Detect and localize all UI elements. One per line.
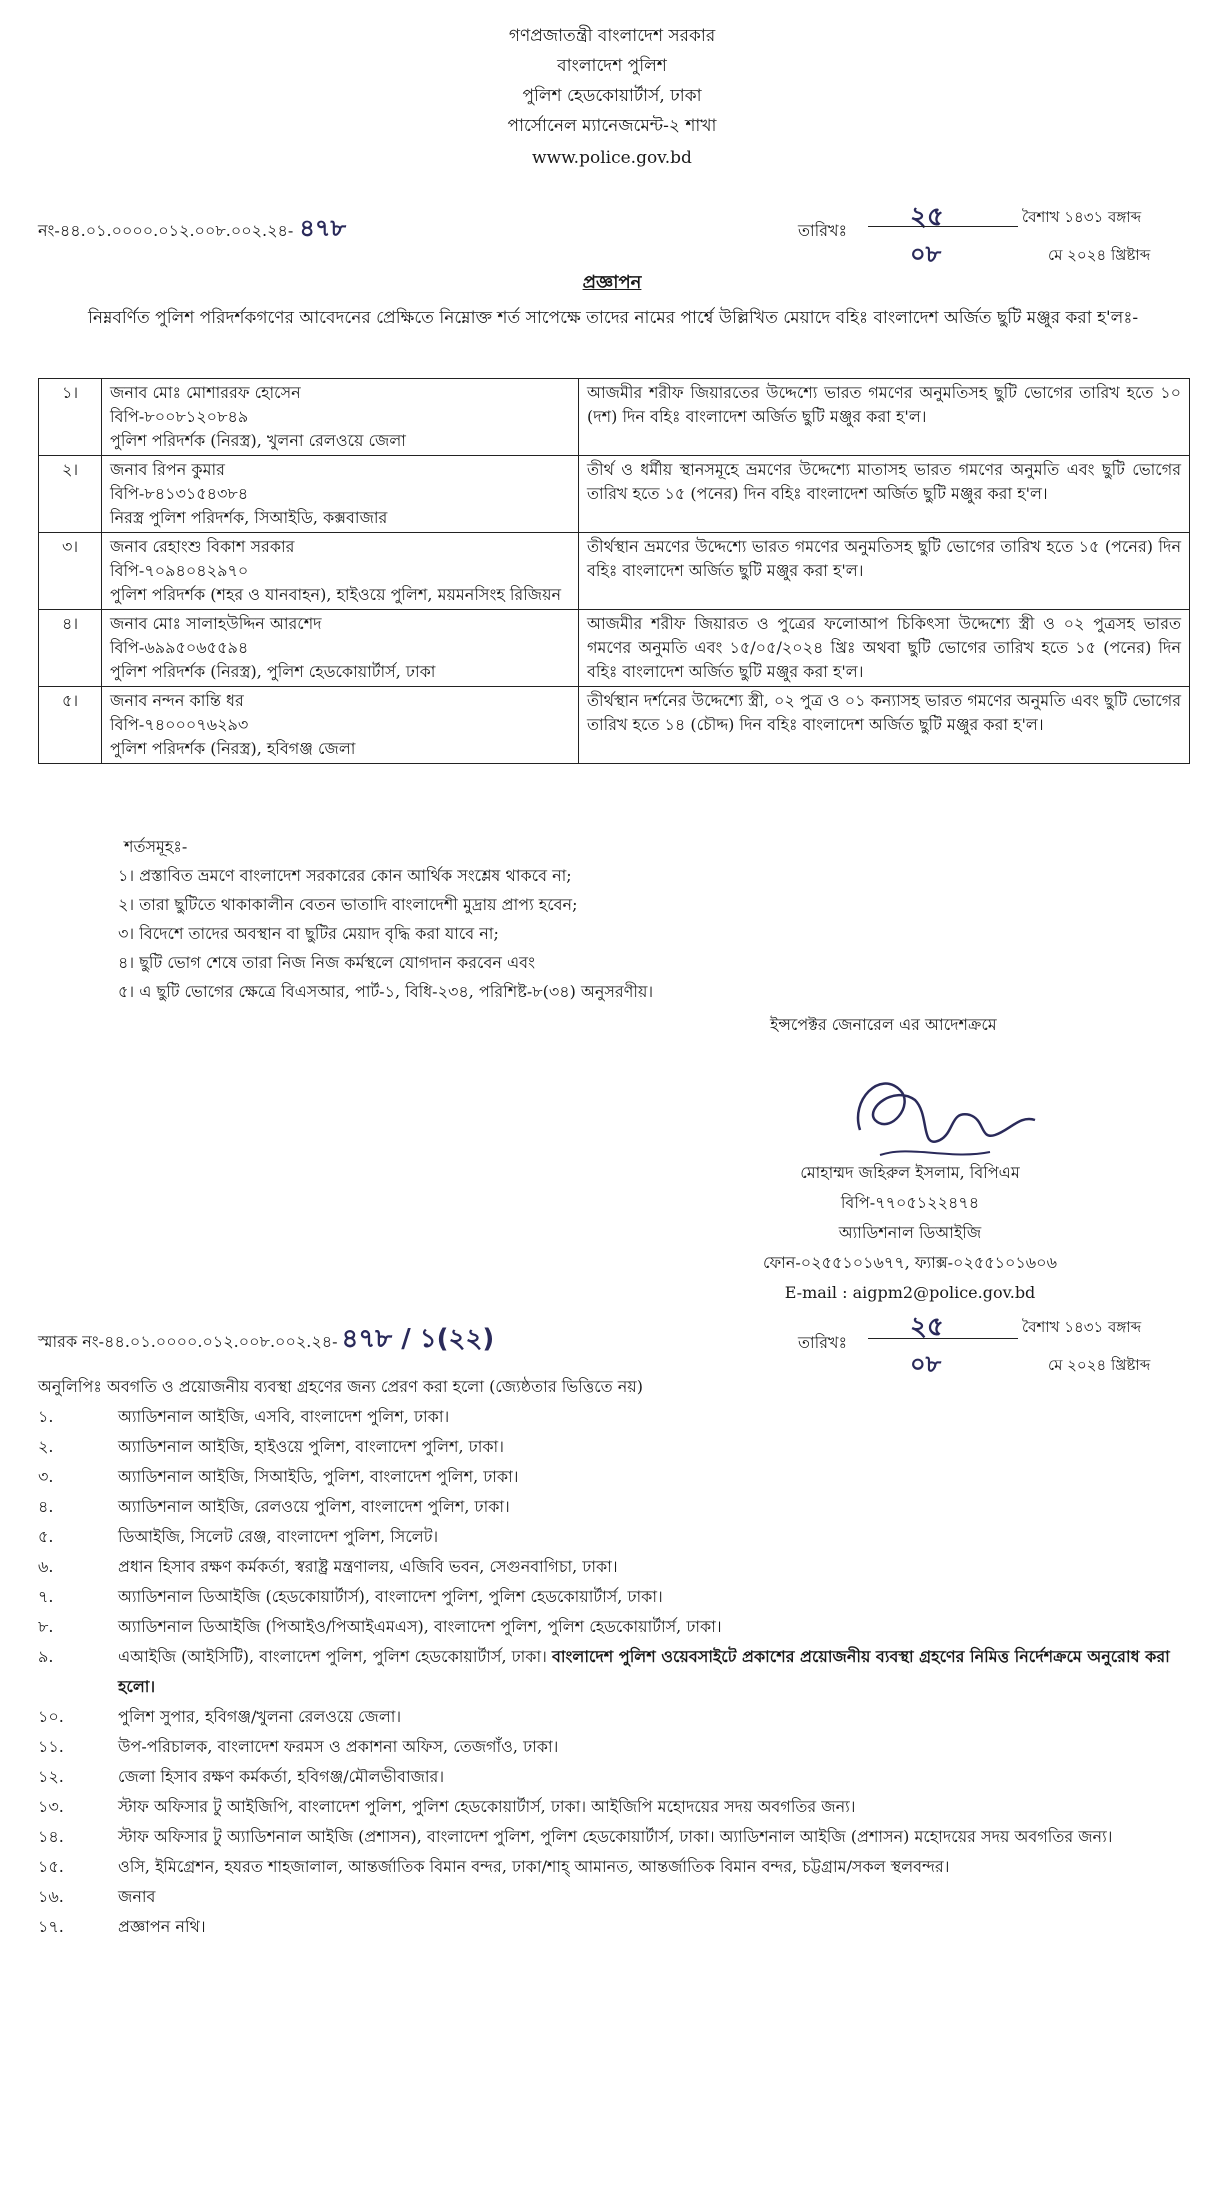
cc-item-text-wrap	[118, 1432, 1198, 1462]
person-name: জনাব নন্দন কান্তি ধর	[110, 691, 244, 710]
date2-month-english: মে ২০২৪ খ্রিষ্টাব্দ	[1048, 1356, 1151, 1374]
person-name: জনাব রিপন কুমার	[110, 460, 225, 479]
person-name: জনাব মোঃ সালাহউদ্দিন আরশেদ	[110, 614, 322, 633]
person-name: জনাব মোঃ মোশাররফ হোসেন	[110, 383, 301, 402]
cc-item-text: প্রধান হিসাব রক্ষণ কর্মকর্তা, স্বরাষ্ট্র মন্ত্রণালয়, এজিবি ভবন, সেগুনবাগিচা, ঢাকা।	[118, 1557, 618, 1576]
cc-item-number: ১১.	[38, 1737, 64, 1756]
row-details: তীর্থ ও ধর্মীয় স্থানসমূহে ভ্রমণের উদ্দেশ্যে মাতাসহ ভারত গমণের অনুমতি এবং ছুটি ভোগের তারিখ হতে ১৫ (পনের) দিন বহিঃ বাংলাদেশ অর্জিত ছুটি মঞ্জুর করা হ'ল।	[579, 456, 1190, 533]
cc-item-text: এআইজি (আইসিটি), বাংলাদেশ পুলিশ, পুলিশ হেডকোয়ার্টার্স, ঢাকা।	[118, 1647, 547, 1666]
cc-item-text: ডিআইজি, সিলেট রেঞ্জ, বাংলাদেশ পুলিশ, সিলেট।	[118, 1527, 439, 1546]
memo-number	[38, 1318, 494, 1362]
cc-item	[38, 1432, 1198, 1462]
leave-row	[39, 379, 1190, 456]
cc-item-text-wrap	[118, 1492, 1198, 1522]
cc-item-text-wrap	[118, 1822, 1198, 1852]
cc-item	[38, 1492, 1198, 1522]
condition-item: ৩। বিদেশে তাদের অবস্থান বা ছুটির মেয়াদ বৃদ্ধি করা যাবে না;	[118, 924, 499, 943]
cc-item-text-wrap	[118, 1912, 1198, 1942]
row-person	[102, 456, 579, 533]
person-designation: পুলিশ পরিদর্শক (নিরস্ত্র), খুলনা রেলওয়ে জেলা	[110, 431, 406, 450]
cc-item-text: অ্যাডিশনাল ডিআইজি (হেডকোয়ার্টার্স), বাংলাদেশ পুলিশ, পুলিশ হেডকোয়ার্টার্স, ঢাকা।	[118, 1587, 663, 1606]
row-number: ২।	[39, 456, 102, 533]
row-details: আজমীর শরীফ জিয়ারত ও পুত্রের ফলোআপ চিকিৎসা উদ্দেশ্যে স্ত্রী ও ০২ পুত্রসহ ভারত গমণের অনুমতি এবং ১৫/০৫/২০২৪ খ্রিঃ অথবা ছুটি ভোগের তারিখ হতে ১৫ (পনের) দিন বহিঃ বাংলাদেশ অর্জিত ছুটি মঞ্জুর করা হ'ল।	[579, 610, 1190, 687]
row-person	[102, 610, 579, 687]
row-number: ৫।	[39, 687, 102, 764]
cc-item-number: ৫.	[38, 1527, 54, 1546]
cc-item-number: ৪.	[38, 1497, 54, 1516]
cc-item-number: ১০.	[38, 1707, 64, 1726]
office-title: পুলিশ হেডকোয়ার্টার্স, ঢাকা	[522, 86, 702, 106]
date-divider	[868, 226, 1018, 227]
dept-title: বাংলাদেশ পুলিশ	[557, 56, 667, 76]
cc-item-text: পুলিশ সুপার, হবিগঞ্জ/খুলনা রেলওয়ে জেলা।	[118, 1707, 402, 1726]
signatory-designation: অ্যাডিশনাল ডিআইজি	[838, 1223, 982, 1242]
person-bp: বিপি-৮৪১৩১৫৪৩৮৪	[110, 484, 249, 503]
person-designation: পুলিশ পরিদর্শক (নিরস্ত্র), হবিগঞ্জ জেলা	[110, 739, 356, 758]
cc-item-text: ওসি, ইমিগ্রেশন, হযরত শাহজালাল, আন্তর্জাতিক বিমান বন্দর, ঢাকা/শাহ্ আমানত, আন্তর্জাতিক বিমান বন্দর, চট্টগ্রাম/সকল স্থলবন্দর।	[118, 1857, 950, 1876]
leave-row	[39, 456, 1190, 533]
date2-divider	[868, 1338, 1018, 1339]
cc-item	[38, 1402, 1198, 1432]
signatory-bp: বিপি-৭৭০৫১২২৪৭৪	[840, 1193, 980, 1212]
branch-title: পার্সোনেল ম্যানেজমেন্ট-২ শাখা	[507, 116, 717, 136]
person-bp: বিপি-৭৪০০০৭৬২৯৩	[110, 715, 249, 734]
govt-title: গণপ্রজাতন্ত্রী বাংলাদেশ সরকার	[508, 26, 716, 46]
cc-item-text: অ্যাডিশনাল ডিআইজি (পিআইও/পিআইএমএস), বাংলাদেশ পুলিশ, পুলিশ হেডকোয়ার্টার্স, ঢাকা।	[118, 1617, 722, 1636]
date-label: তারিখঃ	[798, 221, 848, 240]
person-designation: পুলিশ পরিদর্শক (শহর ও যানবাহন), হাইওয়ে পুলিশ, ময়মনসিংহ রিজিয়ন	[110, 585, 562, 604]
cc-item-text-wrap	[118, 1522, 1198, 1552]
row-number: ১।	[39, 379, 102, 456]
cc-item-text: জনাব	[118, 1887, 156, 1906]
cc-item	[38, 1642, 1198, 1702]
cc-item-text-wrap	[118, 1552, 1198, 1582]
cc-item-number: ৬.	[38, 1557, 54, 1576]
cc-item	[38, 1762, 1198, 1792]
cc-item	[38, 1522, 1198, 1552]
cc-item-text-wrap	[118, 1852, 1198, 1882]
order-line: ইন্সপেক্টর জেনারেল এর আদেশক্রমে	[770, 1015, 997, 1034]
cc-list	[38, 1402, 1198, 1942]
cc-item-number: ১৫.	[38, 1857, 64, 1876]
date-day-bengali: ২৫	[910, 202, 944, 232]
condition-item: ৪। ছুটি ভোগ শেষে তারা নিজ নিজ কর্মস্থলে যোগদান করবেন এবং	[118, 953, 535, 972]
cc-item-text: উপ-পরিচালক, বাংলাদেশ ফরমস ও প্রকাশনা অফিস, তেজগাঁও, ঢাকা।	[118, 1737, 559, 1756]
cc-item-number: ১৪.	[38, 1827, 64, 1846]
date-month-bengali: বৈশাখ ১৪৩১ বঙ্গাব্দ	[1022, 208, 1142, 226]
cc-item-text-wrap	[118, 1612, 1198, 1642]
signatory-phone: ফোন-০২৫৫১০১৬৭৭, ফ্যাক্স-০২৫৫১০১৬০৬	[763, 1253, 1057, 1272]
signatory-email: E-mail : aigpm2@police.gov.bd	[784, 1283, 1036, 1302]
cc-item	[38, 1702, 1198, 1732]
cc-item	[38, 1732, 1198, 1762]
cc-item	[38, 1612, 1198, 1642]
date2-month-bengali: বৈশাখ ১৪৩১ বঙ্গাব্দ	[1022, 1318, 1142, 1336]
date2-day-english: ০৮	[910, 1350, 942, 1378]
row-details: তীর্থস্থান ভ্রমণের উদ্দেশ্যে ভারত গমণের অনুমতিসহ ছুটি ভোগের তারিখ হতে ১৫ (পনের) দিন বহিঃ বাংলাদেশ অর্জিত ছুটি মঞ্জুর করা হ'ল।	[579, 533, 1190, 610]
cc-item-number: ১.	[38, 1407, 54, 1426]
cc-item-text-wrap	[118, 1792, 1198, 1822]
signatory-name: মোহাম্মদ জহিরুল ইসলাম, বিপিএম	[800, 1163, 1020, 1182]
date2-label: তারিখঃ	[798, 1333, 848, 1352]
cc-item-text-wrap	[118, 1582, 1198, 1612]
row-number: ৩।	[39, 533, 102, 610]
row-details: তীর্থস্থান দর্শনের উদ্দেশ্যে স্ত্রী, ০২ পুত্র ও ০১ কন্যাসহ ভারত গমণের অনুমতি এবং ছুটি ভোগের তারিখ হতে ১৪ (চৌদ্দ) দিন বহিঃ বাংলাদেশ অর্জিত ছুটি মঞ্জুর করা হ'ল।	[579, 687, 1190, 764]
cc-item-number: ৮.	[38, 1617, 54, 1636]
row-person	[102, 687, 579, 764]
person-bp: বিপি-৭০৯৪০৪২৯৭০	[110, 561, 249, 580]
condition-item: ২। তারা ছুটিতে থাকাকালীন বেতন ভাতাদি বাংলাদেশী মুদ্রায় প্রাপ্য হবেন;	[118, 895, 578, 914]
cc-item-text-wrap	[118, 1702, 1198, 1732]
cc-item	[38, 1882, 1198, 1912]
notification-title-text: প্রজ্ঞাপন	[582, 272, 642, 293]
leave-table	[38, 378, 1190, 764]
cc-item-text-wrap	[118, 1642, 1198, 1702]
cc-item-number: ৩.	[38, 1467, 54, 1486]
website: www.police.gov.bd	[532, 148, 692, 168]
person-bp: বিপি-৬৯৯৫০৬৫৫৯৪	[110, 638, 249, 657]
cc-item-number: ১৬.	[38, 1887, 64, 1906]
cc-item-text-wrap	[118, 1762, 1198, 1792]
cc-item-text: প্রজ্ঞাপন নথি।	[118, 1917, 206, 1936]
cc-item	[38, 1462, 1198, 1492]
leave-row	[39, 533, 1190, 610]
conditions	[118, 832, 653, 1006]
cc-item-text: অ্যাডিশনাল আইজি, এসবি, বাংলাদেশ পুলিশ, ঢাকা।	[118, 1407, 450, 1426]
date2-day-bengali: ২৫	[910, 1312, 944, 1342]
conditions-heading: শর্তসমূহঃ-	[124, 837, 188, 856]
row-person	[102, 533, 579, 610]
cc-item	[38, 1552, 1198, 1582]
date-day-english: ০৮	[910, 240, 942, 268]
cc-item-text: জেলা হিসাব রক্ষণ কর্মকর্তা, হবিগঞ্জ/মৌলভীবাজার।	[118, 1767, 445, 1786]
leave-row	[39, 687, 1190, 764]
cc-item	[38, 1912, 1198, 1942]
cc-item-text: স্টাফ অফিসার টু আইজিপি, বাংলাদেশ পুলিশ, পুলিশ হেডকোয়ার্টার্স, ঢাকা। আইজিপি মহোদয়ের সদয় অবগতির জন্য।	[118, 1797, 856, 1816]
reference-handwritten: ৪৭৮	[299, 214, 347, 242]
leave-row	[39, 610, 1190, 687]
cc-item-text: স্টাফ অফিসার টু অ্যাডিশনাল আইজি (প্রশাসন), বাংলাদেশ পুলিশ, পুলিশ হেডকোয়ার্টার্স, ঢাকা। অ্যাডিশনাল আইজি (প্রশাসন) মহোদয়ের সদয় অবগতির জন্য।	[118, 1827, 1113, 1846]
notification-title	[0, 268, 1224, 299]
date-month-english: মে ২০২৪ খ্রিষ্টাব্দ	[1048, 246, 1151, 264]
cc-item-number: ১৭.	[38, 1917, 64, 1936]
cc-item-number: ২.	[38, 1437, 54, 1456]
cc-item-text-wrap	[118, 1402, 1198, 1432]
cc-intro: অনুলিপিঃ অবগতি ও প্রয়োজনীয় ব্যবস্থা গ্রহণের জন্য প্রেরণ করা হলো (জ্যেষ্ঠতার ভিত্তিতে নয়)	[38, 1377, 643, 1396]
cc-item-text-wrap	[118, 1732, 1198, 1762]
row-details: আজমীর শরীফ জিয়ারতের উদ্দেশ্যে ভারত গমণের অনুমতিসহ ছুটি ভোগের তারিখ হতে ১০ (দশ) দিন বহিঃ বাংলাদেশ অর্জিত ছুটি মঞ্জুর করা হ'ল।	[579, 379, 1190, 456]
cc-item	[38, 1852, 1198, 1882]
person-name: জনাব রেহাংশু বিকাশ সরকার	[110, 537, 295, 556]
condition-item: ৫। এ ছুটি ভোগের ক্ষেত্রে বিএসআর, পার্ট-১, বিধি-২৩৪, পরিশিষ্ট-৮(৩৪) অনুসরণীয়।	[118, 982, 654, 1001]
row-person	[102, 379, 579, 456]
cc-item-text: অ্যাডিশনাল আইজি, হাইওয়ে পুলিশ, বাংলাদেশ পুলিশ, ঢাকা।	[118, 1437, 504, 1456]
cc-item-text: অ্যাডিশনাল আইজি, সিআইডি, পুলিশ, বাংলাদেশ পুলিশ, ঢাকা।	[118, 1467, 519, 1486]
memo-prefix: স্মারক নং-৪৪.০১.০০০০.০১২.০০৮.০০২.২৪-	[38, 1332, 338, 1351]
cc-item-number: ৭.	[38, 1587, 54, 1606]
reference-prefix: নং-৪৪.০১.০০০০.০১২.০০৮.০০২.২৪-	[38, 221, 294, 240]
person-designation: পুলিশ পরিদর্শক (নিরস্ত্র), পুলিশ হেডকোয়ার্টার্স, ঢাকা	[110, 662, 436, 681]
cc-item-text-wrap	[118, 1462, 1198, 1492]
signatory-block	[700, 1158, 1120, 1308]
cc-item	[38, 1792, 1198, 1822]
row-number: ৪।	[39, 610, 102, 687]
intro-paragraph: নিম্নবর্ণিত পুলিশ পরিদর্শকগণের আবেদনের প্রেক্ষিতে নিম্নোক্ত শর্ত সাপেক্ষে তাদের নামের পার্শ্বে উল্লিখিত মেয়াদে বহিঃ বাংলাদেশ অর্জিত ছুটি মঞ্জুর করা হ'লঃ-	[88, 308, 1139, 328]
cc-item-number: ৯.	[38, 1647, 54, 1666]
cc-item	[38, 1822, 1198, 1852]
cc-item-bold: বাংলাদেশ পুলিশ ওয়েবসাইটে প্রকাশের প্রয়োজনীয় ব্যবস্থা গ্রহণের নিমিত্ত নির্দেশক্রমে অনুরোধ করা হলো।	[118, 1647, 1170, 1696]
cc-item-number: ১৩.	[38, 1797, 64, 1816]
person-bp: বিপি-৮০০৮১২০৮৪৯	[110, 407, 249, 426]
cc-item-text: অ্যাডিশনাল আইজি, রেলওয়ে পুলিশ, বাংলাদেশ পুলিশ, ঢাকা।	[118, 1497, 510, 1516]
signature-stroke	[858, 1084, 1035, 1142]
cc-item-text-wrap	[118, 1882, 1198, 1912]
reference-number	[38, 210, 346, 250]
person-designation: নিরস্ত্র পুলিশ পরিদর্শক, সিআইডি, কক্সবাজার	[110, 508, 388, 527]
memo-handwritten: ৪৭৮ / ১(২২)	[341, 1324, 495, 1354]
signature-underline	[880, 1151, 990, 1155]
condition-item: ১। প্রস্তাবিত ভ্রমণে বাংলাদেশ সরকারের কোন আর্থিক সংশ্লেষ থাকবে না;	[118, 866, 572, 885]
cc-item	[38, 1582, 1198, 1612]
cc-item-number: ১২.	[38, 1767, 64, 1786]
